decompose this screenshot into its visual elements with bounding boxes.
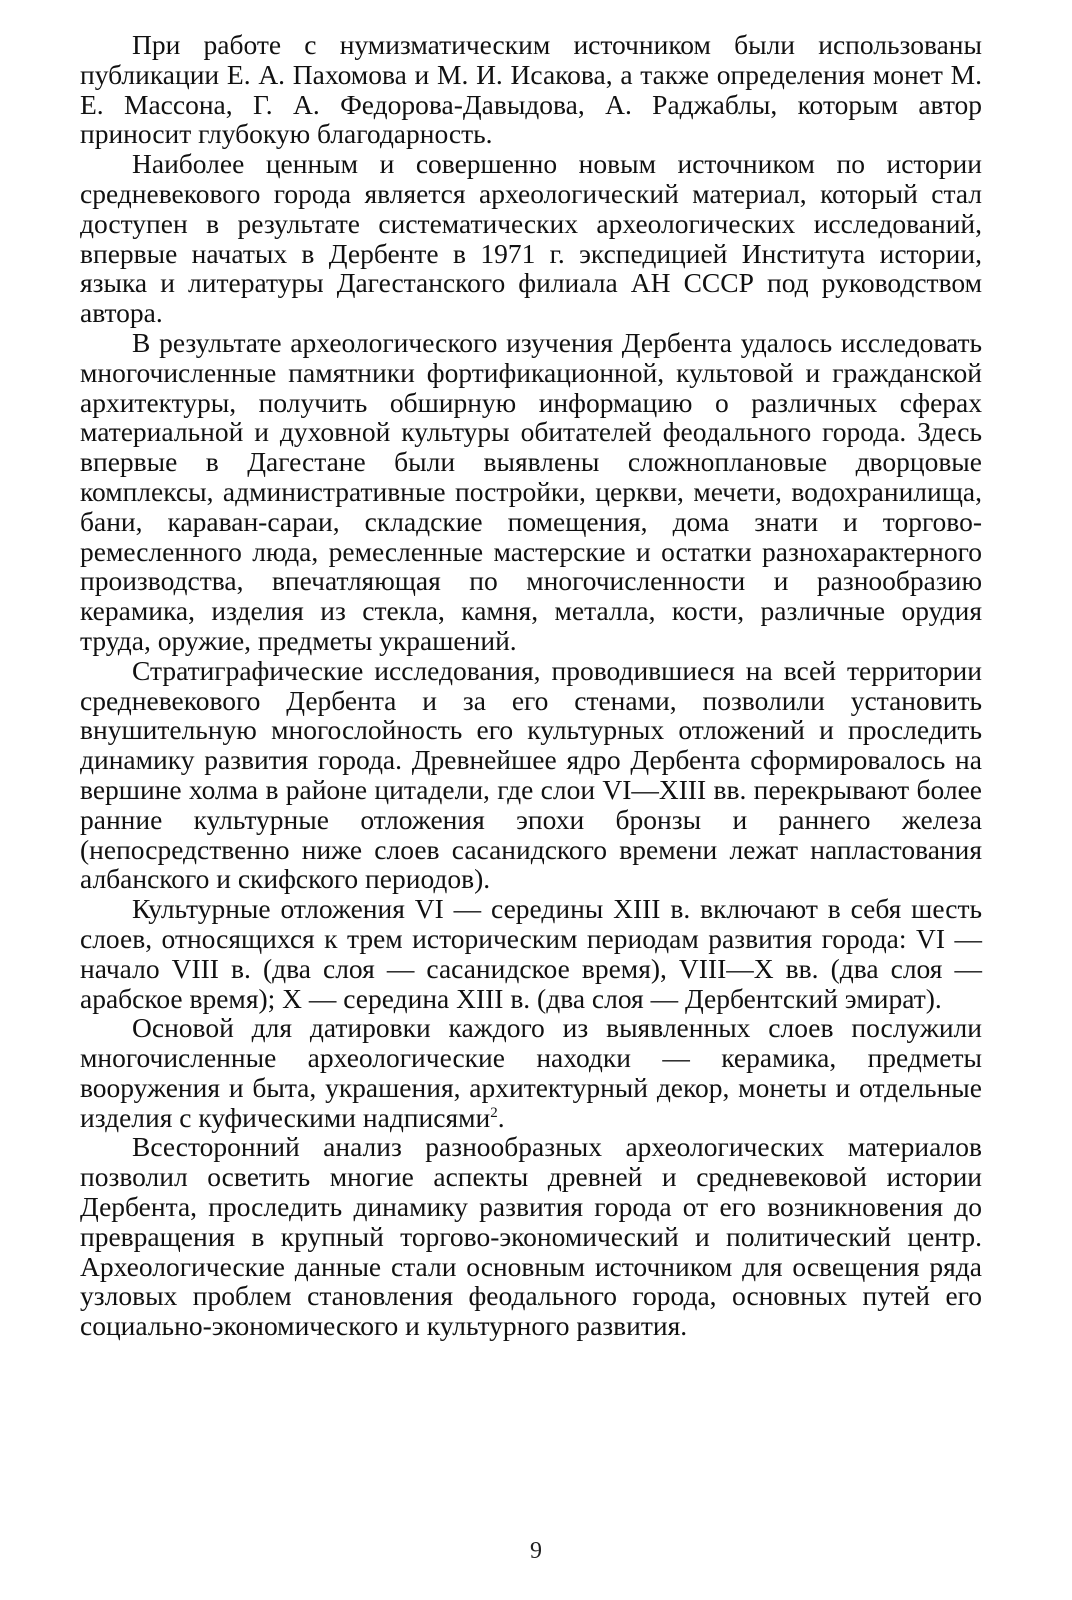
paragraph-7: Всесторонний анализ разнообразных археологических материалов позволил осветить многие аспекты древней и средневековой истории Дербента, проследить динамику развития города от его возникновения до превращения в крупный торгово-экономический и политический центр. Археологические данные стали основным источником для освещения ряда узловых проблем становления феодального города, основных путей его социально-экономического и культурного развития. (80, 1131, 982, 1342)
paragraph-3: В результате археологического изучения Дербента удалось исследовать многочисленные памятники фортификационной, культовой и гражданской архитектуры, получить обширную информацию о различных сферах материальной и духовной культуры обитателей феодального города. Здесь впервые в Дагестане были выявлены сложноплановые дворцовые комплексы, административные постройки, церкви, мечети, водохранилища, бани, караван-сараи, складские помещения, дома знати и торгово-ремесленного люда, ремесленные мастерские и остатки разнохарактерного производства, впечатляющая по многочисленности и разнообразию керамика, изделия из стекла, камня, металла, кости, различные орудия труда, оружие, предметы украшений. (80, 326, 982, 656)
paragraph-4: Стратиграфические исследования, проводившиеся на всей территории средневекового Дербента и за его стенами, позволили установить внушительную многослойность его культурных отложений и проследить динамику развития города. Древнейшее ядро Дербента сформировалось на вершине холма в районе цитадели, где слои VI—XIII вв. перекрывают более ранние культурные отложения эпохи бронзы и раннего железа (непосредственно ниже слоев сасанидского времени лежат напластования албанского и скифского периодов). (80, 654, 982, 895)
page-number: 9 (530, 1538, 542, 1564)
paragraph-1: При работе с нумизматическим источником были использованы публикации Е. А. Пахомова и М. И. Исакова, а также определения монет М. Е. Массона, Г. А. Федорова-Давыдова, А. Раджаблы, которым автор приносит глубокую благодарность. (80, 29, 982, 150)
paragraph-6-text: Основой для датировки каждого из выявленных слоев послужили многочисленные археологические находки — керамика, предметы вооружения и быта, украшения, архитектурный декор, монеты и отдельные изделия с куфическими надписями (80, 1012, 982, 1133)
footnote-marker: 2 (490, 1104, 498, 1121)
paragraph-2: Наиболее ценным и совершенно новым источником по истории средневекового города является археологический материал, который стал доступен в результате систематических археологических исследований, впервые начатых в Дербенте в 1971 г. экспедицией Института истории, языка и литературы Дагестанского филиала АН СССР под руководством автора. (80, 148, 982, 329)
paragraph-6-tail: . (497, 1101, 505, 1133)
paragraph-6 (80, 1013, 982, 1132)
paragraph-5: Культурные отложения VI — середины XIII в. включают в себя шесть слоев, относящихся к трем историческим периодам развития города: VI — начало VIII в. (два слоя — сасанидское время), VIII—X вв. (два слоя — арабское время); X — середина XIII в. (два слоя — Дербентский эмират). (80, 893, 982, 1014)
page-body (80, 30, 982, 1341)
